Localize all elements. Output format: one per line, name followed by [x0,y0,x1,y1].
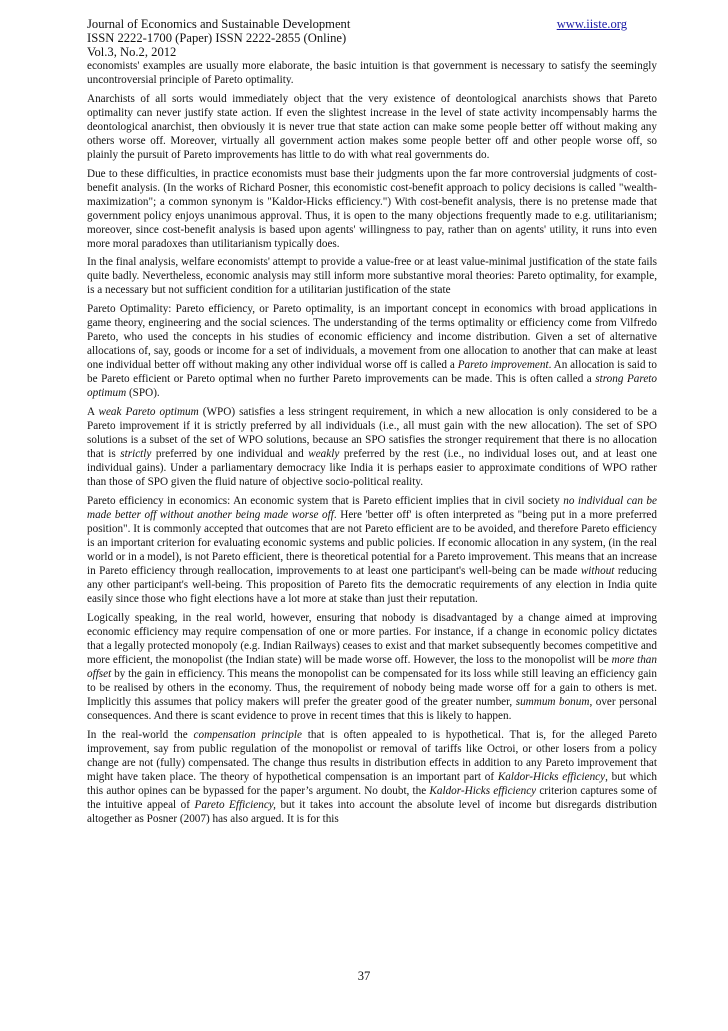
italic-term: strong Pareto optimum [87,373,657,400]
paragraph-text: over personal consequences. And there is scant evidence to prove in recent times that this is likely to happen. [87,696,658,723]
paragraph-text: Pareto efficiency in economics: An economic system that is Pareto efficient implies that in civil society [87,494,564,507]
paragraph-text: by the gain in efficiency. This means the monopolist can be compensated for its loss while still leaving an efficiency gain to be realised by others in the economy. Thus, the requirement of nobody being made worse off for a gain to others is met. Implicitly this assumes that policy makers will prefer the greater good of the greater number, [87,668,657,709]
paragraph [87,92,657,162]
paragraph [87,302,657,400]
italic-term: summum bonum, [515,696,593,709]
paragraph [87,728,657,826]
italic-term: compensation principle [193,728,302,741]
paragraph-text: economists' examples are usually more elaborate, the basic intuition is that government is necessary to satisfy the seemingly uncontroversial principle of Pareto optimality. [87,60,657,87]
paragraph [87,167,657,251]
paragraph [87,59,657,87]
paragraph-text: Logically speaking, in the real world, however, ensuring that nobody is disadvantaged by a change aimed at improving economic efficiency may require compensation of one or more parties. For instance, if a change in economic policy dictates that a legally protected monopoly (e.g. Indian Railways) ceases to exist and that market subsequently becomes competitive and more efficient, the monopolist (the Indian state) will be made worse off. However, the loss to the monopolist will be [87,611,657,667]
paragraph-text: , but which this author opines can be bypassed for the paper’s argument. No doubt, the [87,771,657,798]
paragraph [87,255,657,297]
page-number: 37 [357,969,371,983]
body-text [87,58,657,831]
paragraph-text: (WPO) satisfies a less stringent requirement, in which a new allocation is only considered to be a Pareto improvement if it is strictly preferred by all individuals (i.e., all must gain with the new allocation). The set of SPO solutions is a subset of the set of WPO solutions, because an SPO satisfies the stronger requirement that there is no allocation that is [87,406,657,461]
paragraph-text: . Here 'better off' is often interpreted as "being put in a more preferred position". It is commonly accepted that outcomes that are not Pareto efficient are to be avoided, and therefore Pareto efficiency is an important criterion for evaluating economic systems and public policies. If economic allocation in any system, (in the real world or in a model), is not Pareto efficient, there is theoretical potential for a Pareto improvement. This means that an increase in Pareto efficiency through reallocation, improvements to at least one participant's well-being can be made [87,508,657,578]
issn-line: ISSN 2222-1700 (Paper) ISSN 2222-2855 (Online) [87,31,347,46]
paragraph-text: that is often appealed to is hypothetical. That is, for the alleged Pareto improvement, say from public regulation of the monopolist or removal of tariffs like Octroi, or other losers from a policy change are not (fully) compensated. The change thus results in distribution effects in addition to any Pareto improvement that might have taken place. The theory of hypothetical compensation is an important part of [87,728,657,783]
italic-term: weakly [308,448,340,461]
italic-term: weak Pareto optimum [98,406,199,419]
journal-url-link[interactable]: www.iiste.org [556,17,627,31]
paragraph-text: preferred by the rest (i.e., no individual loses out, and at least one individual gains). Under a parliamentary democracy like India it is perhaps easier to approximate conditions of WPO rather than those of SPO given the fluid nature of objective socio-political reality. [87,448,657,489]
italic-term: more than offset [87,654,657,681]
paragraph-text: . An allocation is said to be Pareto efficient or Pareto optimal when no further Pareto improvements can be made. This is often called a [87,359,657,386]
volume-line: Vol.3, No.2, 2012 [87,45,177,60]
italic-term: Kaldor-Hicks efficiency [497,771,606,783]
italic-term: no individual can be made better off without another being made worse off [87,494,657,521]
paragraph-text: preferred by one individual and [151,448,309,461]
paragraph-text: but it takes into account the absolute level of income but disregards distribution altogether as Posner (2007) has also argued. It is for this [87,799,658,826]
paragraph-text: Anarchists of all sorts would immediately object that the very existence of deontological anarchists shows that Pareto optimality can never justify state action. If even the slightest increase in the level of state activity incompensably harms the deontological anarchist, then obviously it is never true that state action can make some people better off without making any others worse off. Moreover, virtually all government action makes some people better off and other people worse off, so plainly the pursuit of Pareto improvements has little to do with what real governments do. [87,92,657,161]
paragraph [87,611,657,723]
paragraph [87,405,657,489]
italic-term: Pareto Efficiency, [194,799,276,812]
paragraph-text: In the final analysis, welfare economists' attempt to provide a value-free or at least value-minimal justification of the state fails quite badly. Nevertheless, economic analysis may still inform more substantive moral theories: Pareto optimality, for example, is a necessary but not sufficient condition for a utilitarian justification of the state [87,256,657,297]
italic-term: without [580,565,615,578]
paragraph [87,494,657,606]
italic-term: Kaldor-Hicks efficiency [429,785,537,798]
paragraph-text: criterion captures some of the intuitive appeal of [87,785,657,812]
paragraph-text: reducing any other participant's well-being. This proposition of Pareto fits the democratic requirements of any election in India quite easily since those who fight elections have a lot more at stake than just their reputation. [87,565,658,606]
journal-title: Journal of Economics and Sustainable Development [87,17,351,31]
italic-term: strictly [120,448,152,461]
paragraph-text: A [87,406,99,419]
paragraph-text: Due to these difficulties, in practice economists must base their judgments upon the far more controversial judgments of cost-benefit analysis. (In the works of Richard Posner, this economistic cost-benefit approach to policy decisions is called "wealth-maximization"; a common synonym is "Kaldor-Hicks efficiency.") With cost-benefit analysis, there is no pretense made that government policy enjoys unanimous approval. Thus, it is open to the many objections frequently made to e.g. utilitarianism; moreover, since cost-benefit analysis is based upon agents' willingness to pay, rather than on agents' utility, it runs into even more moral paradoxes than utilitarianism typically does. [87,167,657,250]
page-header [87,17,657,60]
paragraph-text: (SPO). [126,387,160,400]
paragraph-text: Pareto Optimality: Pareto efficiency, or Pareto optimality, is an important concept in economics with broad applications in game theory, engineering and the social sciences. The understanding of the terms optimality or efficiency come from Vilfredo Pareto, who used the concepts in his studies of economic efficiency and income distribution. Given a set of alternative allocations of, say, goods or income for a set of individuals, a movement from one allocation to another that can make at least one individual better off without making any other individual worse off is called a [87,303,657,372]
paragraph-text: In the real-world the [87,728,194,741]
italic-term: Pareto improvement [457,359,549,372]
